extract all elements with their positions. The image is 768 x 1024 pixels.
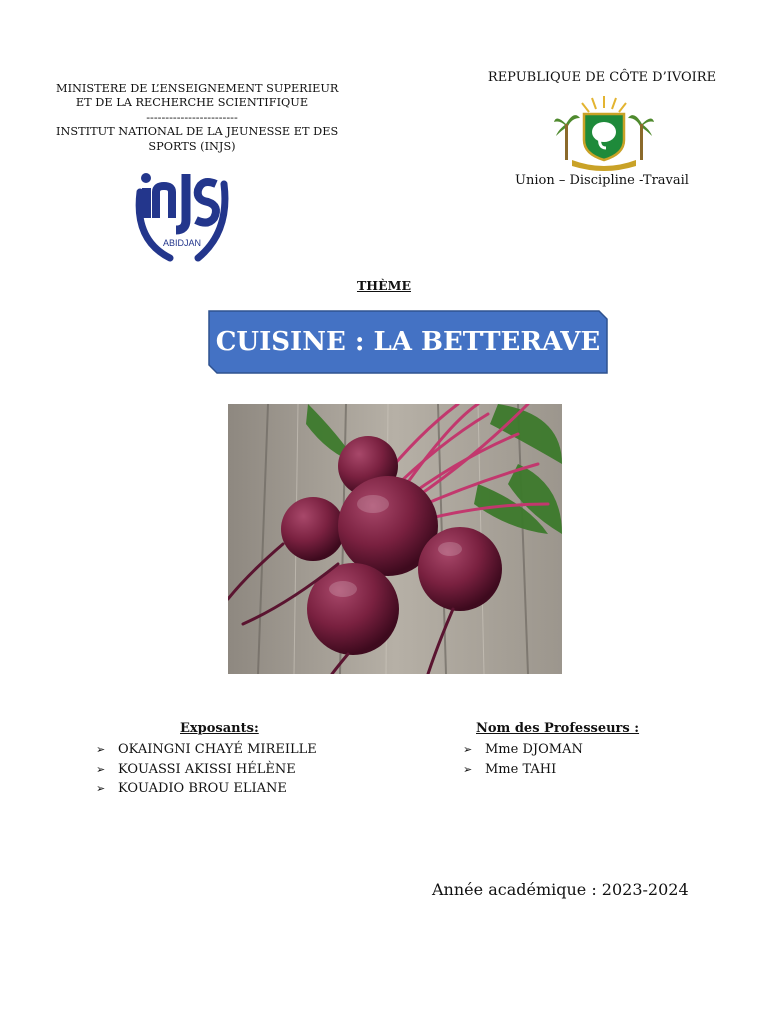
injs-logo bbox=[132, 170, 232, 262]
institute-line-2: SPORTS (INJS) bbox=[148, 139, 236, 153]
coat-of-arms-icon bbox=[552, 94, 656, 172]
ministry-header bbox=[56, 82, 339, 154]
list-item: ➢ OKAINGNI CHAYÉ MIREILLE bbox=[96, 740, 317, 760]
professeurs-list bbox=[463, 740, 583, 779]
institute-line-1: INSTITUT NATIONAL DE LA JEUNESSE ET DES bbox=[56, 125, 339, 139]
document-title: CUISINE : LA BETTERAVE bbox=[215, 327, 601, 357]
professeurs-heading: Nom des Professeurs : bbox=[476, 721, 640, 736]
theme-label: THÈME bbox=[356, 278, 411, 293]
list-item: ➢ Mme DJOMAN bbox=[463, 740, 583, 760]
ministry-line-2: ET DE LA RECHERCHE SCIENTIFIQUE bbox=[75, 96, 309, 110]
arrow-bullet-icon: ➢ bbox=[463, 743, 473, 756]
list-item: ➢ KOUASSI AKISSI HÉLÈNE bbox=[96, 760, 317, 780]
country-name: REPUBLIQUE DE CÔTE D’IVOIRE bbox=[487, 70, 717, 85]
header-separator: ------------------------ bbox=[146, 110, 238, 124]
logo-caption: ABIDJAN bbox=[162, 238, 202, 248]
exposants-heading: Exposants: bbox=[180, 721, 259, 736]
academic-year: Année académique : 2023-2024 bbox=[432, 880, 689, 899]
list-item: ➢ Mme TAHI bbox=[463, 760, 583, 780]
national-motto: Union – Discipline -Travail bbox=[515, 173, 689, 188]
title-banner bbox=[208, 310, 608, 374]
ministry-line-1: MINISTERE DE L’ENSEIGNEMENT SUPERIEUR bbox=[56, 82, 339, 95]
injs-abidjan-logo-icon bbox=[132, 170, 232, 262]
arrow-bullet-icon: ➢ bbox=[96, 743, 106, 756]
arrow-bullet-icon: ➢ bbox=[96, 782, 106, 795]
arrow-bullet-icon: ➢ bbox=[463, 762, 473, 776]
arrow-bullet-icon: ➢ bbox=[96, 762, 106, 776]
list-item: ➢ KOUADIO BROU ELIANE bbox=[96, 779, 317, 799]
beetroot-photo bbox=[228, 404, 562, 674]
exposants-list bbox=[96, 740, 317, 799]
